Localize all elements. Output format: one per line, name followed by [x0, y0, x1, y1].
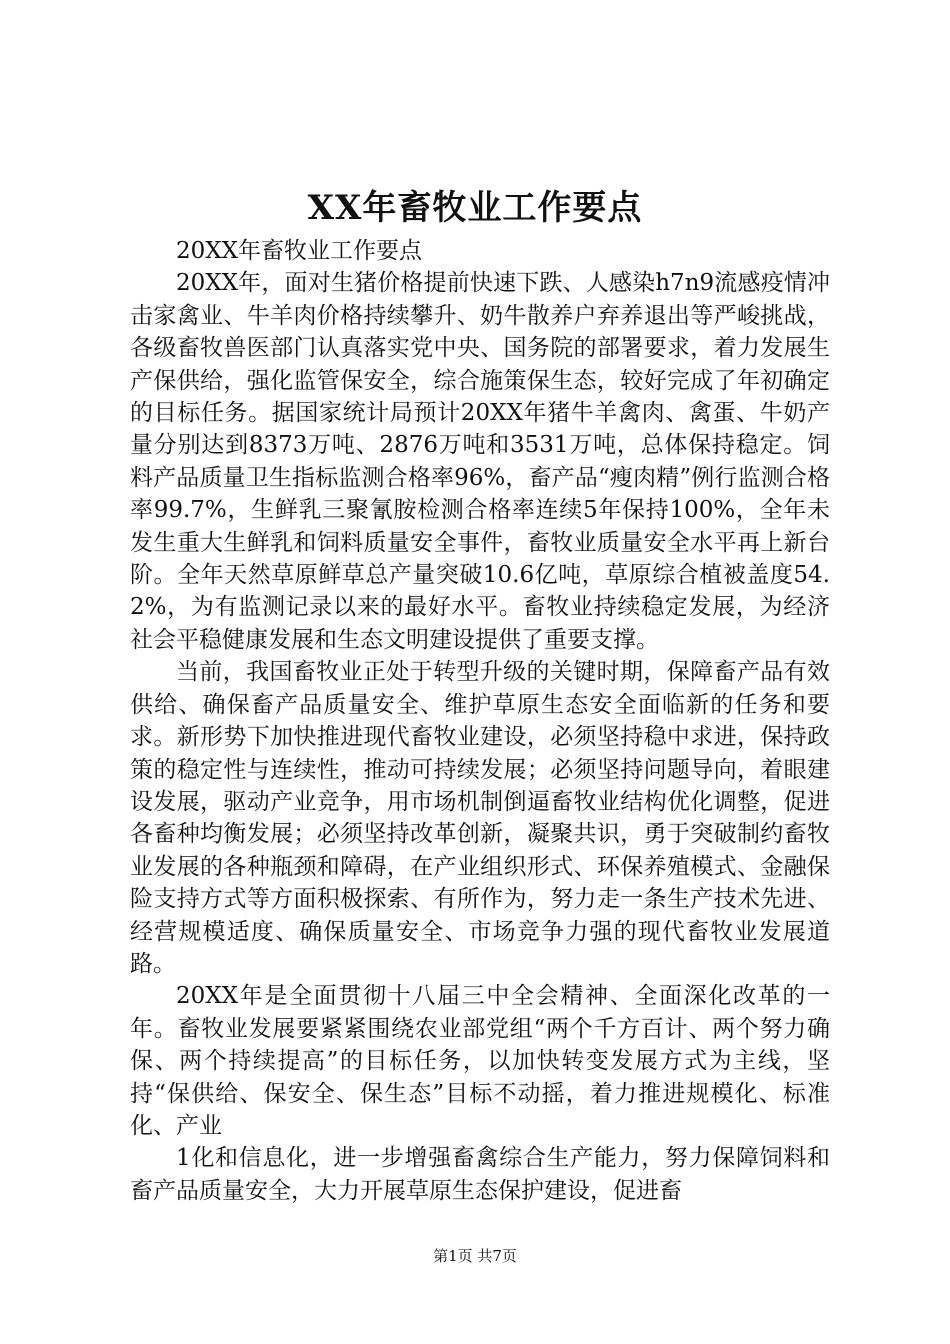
paragraph-subtitle: 20XX年畜牧业工作要点 [176, 238, 423, 264]
document-body [130, 235, 830, 1207]
paragraph-goals: 20XX年是全面贯彻十八届三中全会精神、全面深化改革的一年。畜牧业发展要紧紧围绕农业部党组“两个千方百计、两个努力确保、两个持续提高”的目标任务，以加快转变发展方式为主线，坚持“保供给、保安全、保生态”目标不动摇，着力推进规模化、标准化、产业 [130, 983, 830, 1139]
page-footer: 第1页 共7页 [433, 1247, 517, 1265]
paragraph-current-situation: 当前，我国畜牧业正处于转型升级的关键时期，保障畜产品有效供给、确保畜产品质量安全、维护草原生态安全面临新的任务和要求。新形势下加快推进现代畜牧业建设，必须坚持稳中求进，保持政策的稳定性与连续性，推动可持续发展；必须坚持问题导向，着眼建设发展，驱动产业竞争，用市场机制倒逼畜牧业结构优化调整，促进各畜种均衡发展；必须坚持改革创新，凝聚共识，勇于突破制约畜牧业发展的各种瓶颈和障碍，在产业组织形式、环保养殖模式、金融保险支持方式等方面积极探索、有所作为，努力走一条生产技术先进、经营规模适度、确保质量安全、市场竞争力强的现代畜牧业发展道路。 [130, 659, 830, 977]
document-title: XX年畜牧业工作要点 [307, 188, 643, 228]
paragraph-continuation: 1化和信息化，进一步增强畜禽综合生产能力，努力保障饲料和畜产品质量安全，大力开展草原生态保护建设，促进畜 [130, 1145, 830, 1204]
paragraph-summary: 20XX年，面对生猪价格提前快速下跌、人感染h7n9流感疫情冲击家禽业、牛羊肉价格持续攀升、奶牛散养户弃养退出等严峻挑战，各级畜牧兽医部门认真落实党中央、国务院的部署要求，着力发展生产保供给，强化监管保安全，综合施策保生态，较好完成了年初确定的目标任务。据国家统计局预计20XX年猪牛羊禽肉、禽蛋、牛奶产量分别达到8373万吨、2876万吨和3531万吨，总体保持稳定。饲料产品质量卫生指标监测合格率96%，畜产品“瘦肉精”例行监测合格率99.7%，生鲜乳三聚氰胺检测合格率连续5年保持100%，全年未发生重大生鲜乳和饲料质量安全事件，畜牧业质量安全水平再上新台阶。全年天然草原鲜草总产量突破10.6亿吨，草原综合植被盖度54.2%，为有监测记录以来的最好水平。畜牧业持续稳定发展，为经济社会平稳健康发展和生态文明建设提供了重要支撑。 [130, 270, 830, 653]
